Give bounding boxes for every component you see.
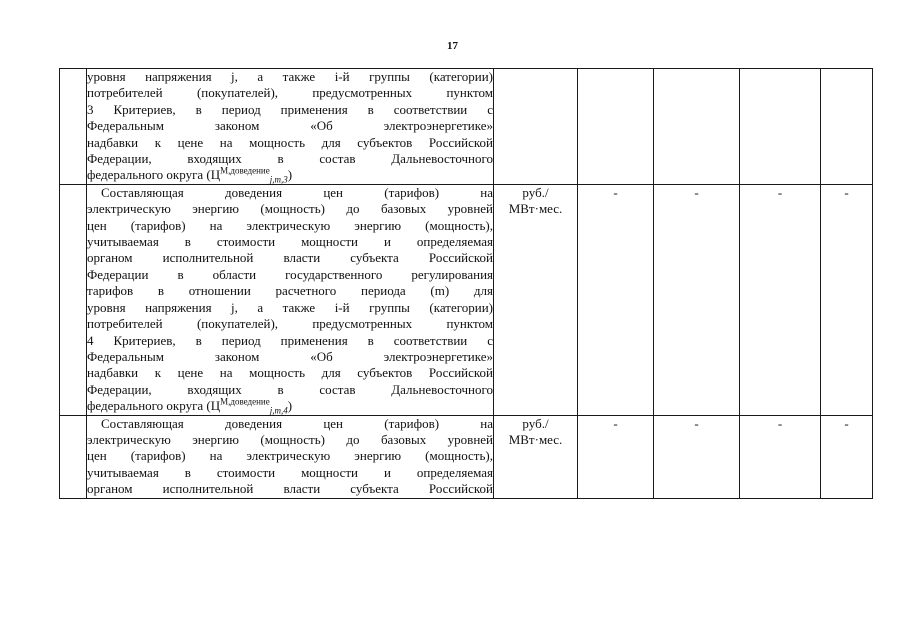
description-text — [87, 416, 493, 498]
value-cell: - — [578, 184, 654, 415]
row-number-cell — [60, 69, 87, 185]
value-cell: - — [740, 415, 821, 498]
page-number: 17 — [447, 40, 458, 52]
description-cell — [87, 415, 494, 498]
description-line: органом исполнительной власти субъекта Российской — [87, 481, 493, 497]
description-line: Федерации, входящих в состав Дальневосточного — [87, 151, 493, 167]
description-line: 3 Критериев, в период применения в соответствии с — [87, 101, 493, 117]
value-cell — [578, 69, 654, 185]
table-row — [60, 415, 873, 498]
description-line: потребителей (покупателей), предусмотренных пунктом — [87, 316, 493, 332]
description-line: Федерации, входящих в состав Дальневосточного — [87, 381, 493, 397]
value-cell: - — [740, 184, 821, 415]
table-row — [60, 69, 873, 185]
value-cell — [740, 69, 821, 185]
value-cell: - — [578, 415, 654, 498]
unit-cell — [494, 69, 578, 185]
description-line: Федерации в области государственного регулирования — [87, 266, 493, 282]
unit-cell: руб./ МВт·мес. — [494, 415, 578, 498]
description-line: цен (тарифов) на электрическую энергию (мощность), — [87, 217, 493, 233]
description-line: органом исполнительной власти субъекта Российской — [87, 250, 493, 266]
value-cell: - — [821, 184, 873, 415]
description-line: Федеральным законом «Об электроэнергетике» — [87, 348, 493, 364]
value-cell: - — [654, 415, 740, 498]
value-cell: - — [821, 415, 873, 498]
description-line: федерального округа $(Ц^{М,доведение}_{j,m,3})$ — [87, 166, 293, 186]
description-line: учитываемая в стоимости мощности и определяемая — [87, 234, 493, 250]
description-line: уровня напряжения j, а также i-й группы (категории) — [87, 69, 493, 84]
value-cell — [654, 69, 740, 185]
description-text — [87, 69, 493, 184]
row-number-cell — [60, 184, 87, 415]
description-line: электрическую энергию (мощность) до базовых уровней — [87, 201, 493, 217]
description-line: Составляющая доведения цен (тарифов) на — [101, 415, 493, 431]
value-cell: - — [654, 184, 740, 415]
description-line: надбавки к цене на мощность для субъектов Российской — [87, 365, 493, 381]
description-line: учитываемая в стоимости мощности и определяемая — [87, 464, 493, 480]
description-cell — [87, 69, 494, 185]
description-cell — [87, 184, 494, 415]
formula-symbol: $Ц^{М,доведение}_{j,m,3}$ — [210, 166, 288, 186]
description-line: 4 Критериев, в период применения в соответствии с — [87, 332, 493, 348]
description-line: Составляющая доведения цен (тарифов) на — [101, 184, 493, 200]
description-line: цен (тарифов) на электрическую энергию (мощность), — [87, 448, 493, 464]
row-number-cell — [60, 415, 87, 498]
description-line: Федеральным законом «Об электроэнергетике» — [87, 118, 493, 134]
value-cell — [821, 69, 873, 185]
table-row — [60, 184, 873, 415]
description-line: тарифов в отношении расчетного периода (m) для — [87, 283, 493, 299]
description-line: уровня напряжения j, а также i-й группы (категории) — [87, 299, 493, 315]
tariff-table — [59, 68, 873, 499]
unit-cell: руб./ МВт·мес. — [494, 184, 578, 415]
description-line: федерального округа $(Ц^{М,доведение}_{j,m,4})$ — [87, 396, 293, 416]
description-text — [87, 185, 493, 415]
formula-symbol: $Ц^{М,доведение}_{j,m,4}$ — [210, 396, 288, 416]
description-line: электрическую энергию (мощность) до базовых уровней — [87, 431, 493, 447]
description-line: потребителей (покупателей), предусмотренных пунктом — [87, 85, 493, 101]
description-line: надбавки к цене на мощность для субъектов Российской — [87, 134, 493, 150]
